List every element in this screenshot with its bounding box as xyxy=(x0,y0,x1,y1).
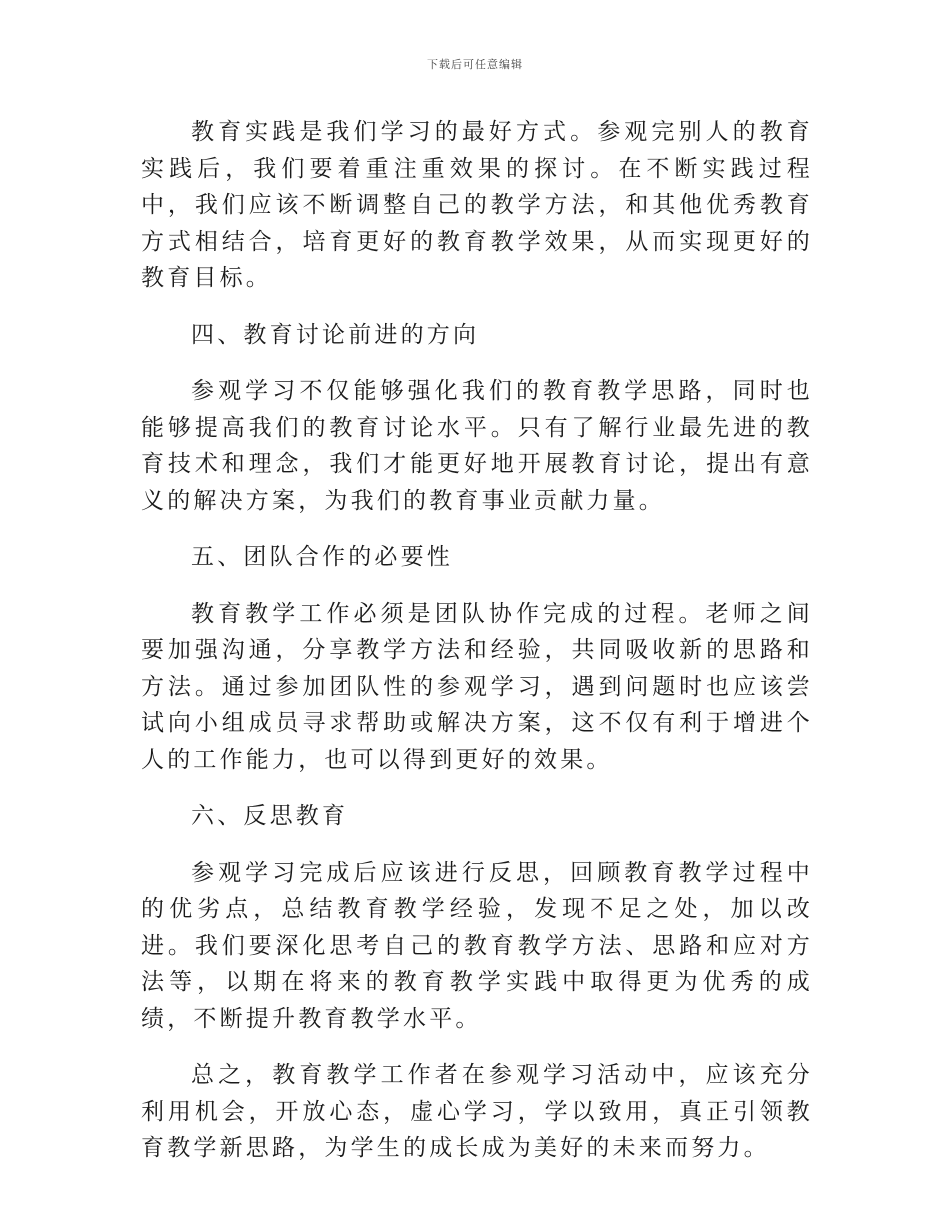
section-heading-5: 五、团队合作的必要性 xyxy=(191,544,453,570)
paragraph-education-discussion: 参观学习不仅能够强化我们的教育教学思路，同时也能够提高我们的教育讨论水平。只有了解行业最先进的教育技术和理念，我们才能更好地开展教育讨论，提出有意义的解决方案，为我们的教育事业贡献力量。 xyxy=(141,378,813,514)
document-body xyxy=(141,114,813,1187)
section-heading-4: 四、教育讨论前进的方向 xyxy=(191,321,480,348)
paragraph-reflection: 参观学习完成后应该进行反思，回顾教育教学过程中的优劣点，总结教育教学经验，发现不足之处，加以改进。我们要深化思考自己的教育教学方法、思路和应对方法等，以期在将来的教育教学实践中取得更为优秀的成绩，不断提升教育教学水平。 xyxy=(141,859,813,1032)
header-note: 下载后可任意编辑 xyxy=(427,58,523,71)
paragraph-education-practice: 教育实践是我们学习的最好方式。参观完别人的教育实践后，我们要着重注重效果的探讨。在不断实践过程中，我们应该不断调整自己的教学方法，和其他优秀教育方式相结合，培育更好的教育教学效果，从而实现更好的教育目标。 xyxy=(141,119,813,291)
paragraph-teamwork: 教育教学工作必须是团队协作完成的过程。老师之间要加强沟通，分享教学方法和经验，共同吸收新的思路和方法。通过参加团队性的参观学习，遇到问题时也应该尝试向小组成员寻求帮助或解决方案，这不仅有利于增进个人的工作能力，也可以得到更好的效果。 xyxy=(141,600,813,773)
section-heading-6: 六、反思教育 xyxy=(191,803,349,829)
paragraph-conclusion: 总之，教育教学工作者在参观学习活动中，应该充分利用机会，开放心态，虚心学习，学以致用，真正引领教育教学新思路，为学生的成长成为美好的未来而努力。 xyxy=(141,1062,813,1161)
